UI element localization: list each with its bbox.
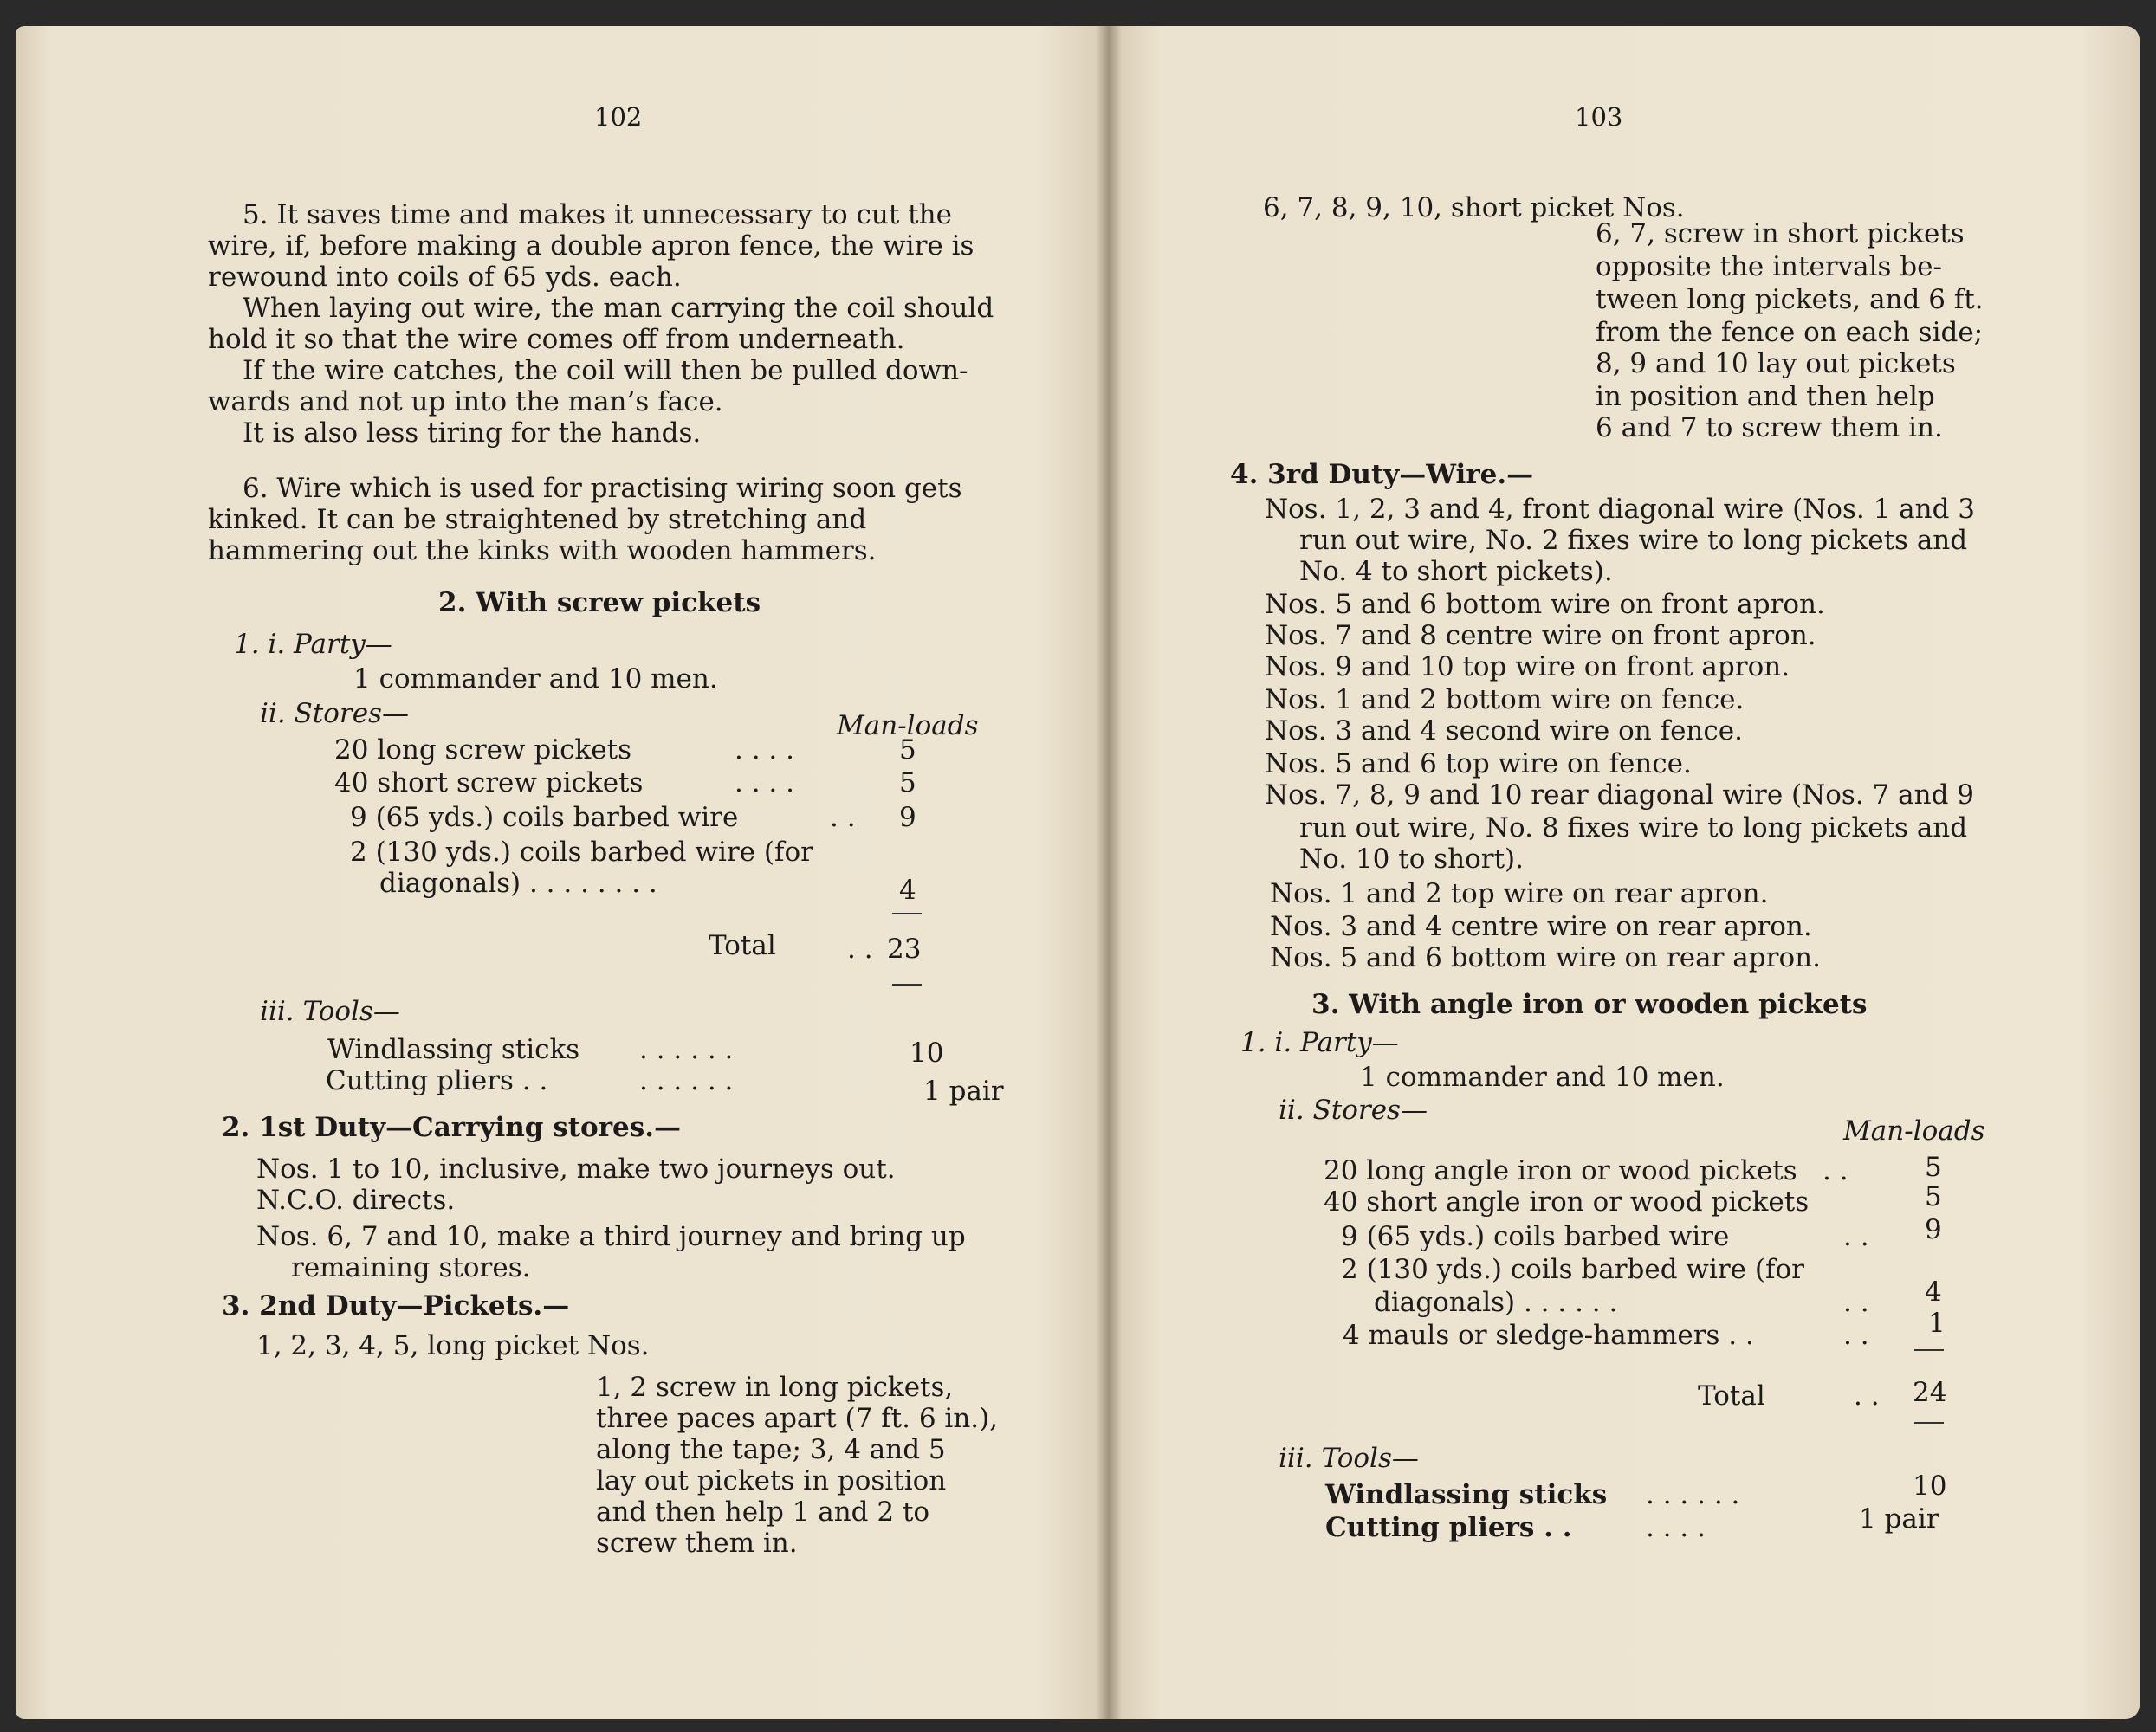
section-heading: 3. With angle iron or wooden pickets bbox=[1311, 989, 1868, 1020]
stores-label: ii. Stores— bbox=[260, 698, 409, 729]
text-line: Nos. 7 and 8 centre wire on front apron. bbox=[1265, 620, 1816, 651]
text-line: 6, 7, screw in short pickets bbox=[1596, 218, 1965, 249]
total-value: 24 bbox=[1913, 1377, 1947, 1408]
text-line: Nos. 6, 7 and 10, make a third journey and bring up bbox=[256, 1221, 966, 1252]
tool-qty: 1 pair bbox=[923, 1076, 1004, 1107]
tools-label: iii. Tools— bbox=[260, 996, 400, 1027]
text-line: and then help 1 and 2 to bbox=[596, 1496, 930, 1528]
store-item: 2 (130 yds.) coils barbed wire (for bbox=[1341, 1254, 1804, 1285]
store-qty: 5 bbox=[1925, 1152, 1942, 1183]
text-line: No. 10 to short). bbox=[1299, 843, 1524, 875]
manloads-header: Man-loads bbox=[837, 710, 979, 741]
page-number: 103 bbox=[1575, 102, 1623, 132]
duty-heading: 2. 1st Duty—Carrying stores.— bbox=[222, 1112, 682, 1143]
sum-rule bbox=[1914, 1349, 1944, 1351]
leader-dots: . . bbox=[1843, 1320, 1869, 1351]
text-line: If the wire catches, the coil will then be pulled down- bbox=[243, 355, 968, 386]
total-label: Total bbox=[1698, 1380, 1765, 1412]
store-qty: 5 bbox=[899, 767, 916, 798]
text-line: tween long pickets, and 6 ft. bbox=[1596, 284, 1984, 315]
party-label: 1. i. Party— bbox=[234, 629, 392, 660]
text-line: 1, 2 screw in long pickets, bbox=[596, 1372, 954, 1403]
text-line: 5. It saves time and makes it unnecessary to cut the bbox=[243, 199, 952, 230]
store-item: diagonals) . . . . . . . . bbox=[379, 868, 657, 899]
right-page bbox=[1109, 26, 2140, 1719]
section-heading: 2. With screw pickets bbox=[438, 587, 761, 618]
leader-dots: . . bbox=[1854, 1380, 1880, 1412]
text-line: run out wire, No. 8 fixes wire to long pickets and bbox=[1299, 812, 1968, 843]
store-item: 40 short angle iron or wood pickets bbox=[1324, 1186, 1810, 1218]
text-line: Nos. 5 and 6 bottom wire on rear apron. bbox=[1270, 942, 1821, 973]
text-line: rewound into coils of 65 yds. each. bbox=[208, 262, 682, 293]
tool-item: Cutting pliers . . bbox=[326, 1065, 548, 1096]
leader-dots: . . bbox=[1843, 1221, 1869, 1252]
text-line: 6. Wire which is used for practising wiring soon gets bbox=[243, 473, 962, 504]
store-item: diagonals) . . . . . . bbox=[1374, 1287, 1618, 1318]
page-number: 102 bbox=[594, 102, 643, 132]
total-value: 23 bbox=[887, 934, 922, 965]
store-qty: 9 bbox=[1925, 1214, 1942, 1245]
text-line: It is also less tiring for the hands. bbox=[243, 417, 702, 449]
tool-qty: 10 bbox=[910, 1037, 944, 1069]
leader-dots: . . bbox=[1843, 1287, 1869, 1318]
store-item: 40 short screw pickets bbox=[334, 767, 644, 798]
leader-dots: . . . . bbox=[1646, 1512, 1706, 1543]
book-gutter bbox=[1096, 26, 1122, 1719]
text-line: hammering out the kinks with wooden hammers. bbox=[208, 535, 877, 566]
leader-dots: . . bbox=[830, 802, 856, 833]
text-line: along the tape; 3, 4 and 5 bbox=[596, 1434, 946, 1465]
text-line: kinked. It can be straightened by stretching and bbox=[208, 504, 867, 535]
tool-qty: 10 bbox=[1913, 1470, 1947, 1502]
text-line: Nos. 5 and 6 bottom wire on front apron. bbox=[1265, 589, 1825, 620]
leader-dots: . . . . . . bbox=[639, 1034, 734, 1065]
text-line: opposite the intervals be- bbox=[1596, 251, 1942, 282]
sum-rule bbox=[892, 984, 922, 986]
tool-item: Windlassing sticks bbox=[327, 1034, 580, 1065]
text-line: hold it so that the wire comes off from underneath. bbox=[208, 324, 905, 355]
text-line: N.C.O. directs. bbox=[256, 1185, 456, 1216]
text-line: lay out pickets in position bbox=[596, 1465, 947, 1496]
text-line: in position and then help bbox=[1596, 381, 1935, 412]
store-item: 2 (130 yds.) coils barbed wire (for bbox=[350, 837, 813, 868]
store-item: 4 mauls or sledge-hammers . . bbox=[1343, 1320, 1754, 1351]
text-line: Nos. 1, 2, 3 and 4, front diagonal wire (Nos. 1 and 3 bbox=[1265, 494, 1976, 525]
tool-qty: 1 pair bbox=[1859, 1503, 1939, 1535]
text-line: Nos. 3 and 4 centre wire on rear apron. bbox=[1270, 911, 1812, 942]
tool-item: Windlassing sticks bbox=[1325, 1479, 1608, 1510]
store-item: 20 long angle iron or wood pickets bbox=[1324, 1155, 1797, 1186]
party-label: 1. i. Party— bbox=[1240, 1027, 1399, 1058]
sum-rule bbox=[892, 913, 922, 914]
store-item: 9 (65 yds.) coils barbed wire bbox=[350, 802, 739, 833]
leader-dots: . . . . . . bbox=[1646, 1479, 1740, 1510]
text-line: Nos. 1 and 2 top wire on rear apron. bbox=[1270, 878, 1769, 909]
text-line: Nos. 1 to 10, inclusive, make two journeys out. bbox=[256, 1154, 896, 1185]
text-line: 6 and 7 to screw them in. bbox=[1596, 412, 1943, 443]
text-line: Nos. 3 and 4 second wire on fence. bbox=[1265, 715, 1743, 746]
stores-label: ii. Stores— bbox=[1279, 1095, 1428, 1126]
tools-label: iii. Tools— bbox=[1279, 1443, 1419, 1474]
store-qty: 5 bbox=[1925, 1181, 1942, 1212]
text-line: Nos. 1 and 2 bottom wire on fence. bbox=[1265, 684, 1745, 715]
leader-dots: . . . . bbox=[735, 767, 794, 798]
text-line: 1, 2, 3, 4, 5, long picket Nos. bbox=[256, 1330, 650, 1361]
leader-dots: . . bbox=[847, 934, 873, 965]
left-page bbox=[16, 26, 1109, 1719]
store-qty: 4 bbox=[1925, 1276, 1942, 1308]
leader-dots: . . . . . . bbox=[639, 1065, 734, 1096]
store-item: 20 long screw pickets bbox=[334, 734, 631, 766]
party-text: 1 commander and 10 men. bbox=[353, 663, 718, 695]
total-label: Total bbox=[709, 930, 776, 961]
text-line: screw them in. bbox=[596, 1528, 798, 1559]
sum-rule bbox=[1914, 1422, 1944, 1424]
text-line: run out wire, No. 2 fixes wire to long pickets and bbox=[1299, 525, 1968, 556]
store-qty: 9 bbox=[899, 802, 916, 833]
duty-heading: 4. 3rd Duty—Wire.— bbox=[1230, 459, 1534, 490]
text-line: Nos. 7, 8, 9 and 10 rear diagonal wire (Nos. 7 and 9 bbox=[1265, 779, 1974, 811]
text-line: When laying out wire, the man carrying the coil should bbox=[243, 293, 994, 324]
store-item: 9 (65 yds.) coils barbed wire bbox=[1341, 1221, 1730, 1252]
text-line: wire, if, before making a double apron fence, the wire is bbox=[208, 230, 974, 262]
text-line: 6, 7, 8, 9, 10, short picket Nos. bbox=[1263, 192, 1685, 223]
store-qty: 4 bbox=[899, 875, 916, 906]
text-line: remaining stores. bbox=[291, 1252, 531, 1283]
text-line: Nos. 5 and 6 top wire on fence. bbox=[1265, 748, 1692, 779]
text-line: from the fence on each side; bbox=[1596, 317, 1984, 348]
text-line: 8, 9 and 10 lay out pickets bbox=[1596, 348, 1956, 379]
tool-item: Cutting pliers . . bbox=[1325, 1512, 1572, 1543]
text-line: No. 4 to short pickets). bbox=[1299, 556, 1613, 587]
duty-heading: 3. 2nd Duty—Pickets.— bbox=[222, 1290, 570, 1322]
store-qty: 1 bbox=[1928, 1308, 1946, 1339]
store-qty: 5 bbox=[899, 734, 916, 766]
text-line: Nos. 9 and 10 top wire on front apron. bbox=[1265, 651, 1790, 682]
leader-dots: . . bbox=[1823, 1155, 1848, 1186]
manloads-header: Man-loads bbox=[1843, 1115, 1985, 1147]
party-text: 1 commander and 10 men. bbox=[1360, 1062, 1725, 1093]
leader-dots: . . . . bbox=[735, 734, 794, 766]
text-line: wards and not up into the man’s face. bbox=[208, 386, 723, 417]
text-line: three paces apart (7 ft. 6 in.), bbox=[596, 1403, 999, 1434]
